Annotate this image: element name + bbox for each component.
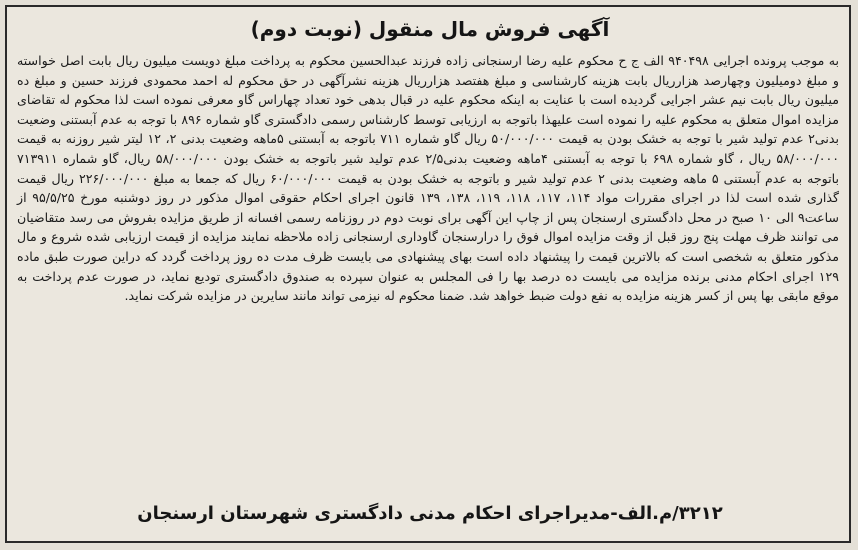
notice-frame	[5, 5, 851, 543]
notice-body: به موجب پرونده اجرایی ۹۴۰۴۹۸ الف ج ح محکوم علیه رضا ارسنجانی زاده فرزند عبدالحسین محکوم به پرداخت مبلغ دویست میلیون ریال بابت اصل خواسته و مبلغ دومیلیون وچهارصد هزارریال بابت هزینه کارشناسی و مبلغ هفتصد هزارریال هزینه نشرآگهی در حق محکوم له احمد محمودی فرزند حسین و مبلغ ده میلیون ریال بابت نیم عشر اجرایی گردیده است با عنایت به اینکه محکوم علیه در قبال بدهی خود تعداد چهاراس گاو معرفی نموده است لذا محکوم له تقاضای مزایده اموال متعلق به محکوم علیه را نموده است علیهذا باتوجه به ارزیابی توسط کارشناس رسمی دادگستری گاو شماره ۸۹۶ با توجه به عدم آبستنی وضعیت بدنی۲ عدم تولید شیر با توجه به خشک بودن به قیمت ۵۰/۰۰۰/۰۰۰ ریال گاو شماره ۷۱۱ باتوجه به آبستنی ۵ماهه وضعیت بدنی ۲، ۱۲ لیتر شیر روزنه به قیمت ۵۸/۰۰۰/۰۰۰ ریال ، گاو شماره ۶۹۸ با توجه به آبستنی ۴ماهه وضعیت بدنی۲/۵ عدم تولید شیر باتوجه به خشک بودن ۵۸/۰۰۰/۰۰۰ ریال، گاو شماره ۷۱۳۹۱۱ باتوجه به عدم آبستنی ۵ ماهه وضعیت بدنی ۲ عدم تولید شیر و باتوجه به خشک بودن به قیمت ۶۰/۰۰۰/۰۰۰ ریال که جمعا به مبلغ ۲۲۶/۰۰۰/۰۰۰ ریال قیمت گذاری شده است لذا در اجرای مقررات مواد ۱۱۴، ۱۱۷، ۱۱۸، ۱۱۹، ۱۳۸، ۱۳۹ قانون اجرای احکام حقوقی اموال مذکور در روز دوشنبه مورخ ۹۵/۵/۲۵ از ساعت۹ الی ۱۰ صبح در محل دادگستری ارسنجان پس از چاپ این آگهی برای نوبت دوم در روزنامه رسمی افسانه از طریق مزایده بفروش می رسد متقاضیان می توانند ظرف مهلت پنج روز قبل از وقت مزایده اموال فوق را درارسنجان گاوداری ارسنجانی زاده ملاحظه نمایند مزایده از قیمت ارزیابی شده شروع و مال مذکور متعلق به شخصی است که بالاترین قیمت را پیشنهاد داده است بهای پیشنهادی می بایست ظرف مدت ده روز پرداخت گردد که دراین صورت طبق ماده ۱۲۹ اجرای احکام مدنی برنده مزایده می بایست ده درصد بها را فی المجلس به عنوان سپرده به صندوق دادگستری تودیع نماید، در صورت عدم پرداخت به موقع مابقی بها پس از کسر هزینه مزایده به نفع دولت ضبط خواهد شد. ضمنا محکوم له نیزمی تواند مانند سایرین در مزایده شرکت نماید.	[17, 53, 840, 304]
notice-signature: ۳۲۱۲/م.الف-مدیراجرای احکام مدنی دادگستری شهرستان ارسنجان	[137, 503, 723, 524]
notice-title: آگهی فروش مال منقول (نوبت دوم)	[250, 17, 610, 41]
